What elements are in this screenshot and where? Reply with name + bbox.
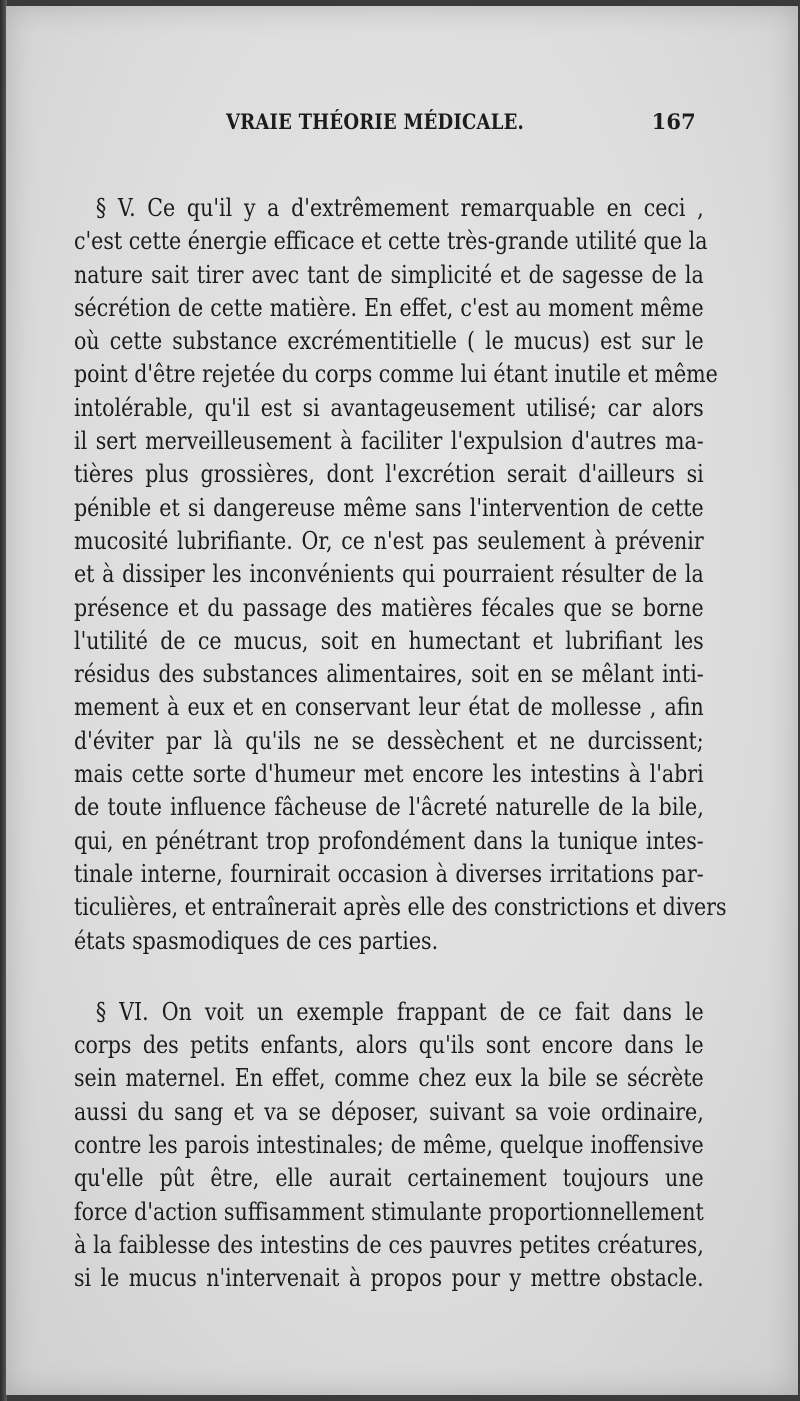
text-line: point d'être rejetée du corps comme lui étant inutile et même: [74, 359, 718, 389]
text-line: présence et du passage des matières fécales que se borne: [74, 592, 704, 622]
text-line: l'utilité de ce mucus, soit en humectant et lubrifiant les: [74, 625, 704, 655]
text-line: c'est cette énergie efficace et cette très-grande utilité que la: [74, 226, 708, 256]
text-line: corps des petits enfants, alors qu'ils sont encore dans le: [74, 1030, 704, 1060]
page-number: 167: [651, 109, 696, 134]
text-line: sécrétion de cette matière. En effet, c'est au moment même: [74, 292, 704, 322]
text-line: contre les parois intestinales; de même, quelque inoffensive: [74, 1130, 704, 1160]
text-line: tinale interne, fournirait occasion à diverses irritations par-: [74, 858, 704, 888]
text-line: sein maternel. En effet, comme chez eux la bile se sécrète: [74, 1063, 704, 1093]
running-head: [74, 109, 704, 149]
text-line: intolérable, qu'il est si avantageusement utilisé; car alors: [74, 392, 704, 422]
running-head-title: VRAIE THÉORIE MÉDICALE.: [226, 109, 525, 134]
paragraph-section-vi: [74, 995, 704, 1295]
book-page: [6, 6, 798, 1395]
text-line: résidus des substances alimentaires, soit en se mêlant inti-: [74, 659, 704, 689]
text-line: aussi du sang et va se déposer, suivant sa voie ordinaire,: [74, 1096, 704, 1126]
text-line: où cette substance excrémentitielle ( le mucus) est sur le: [74, 326, 704, 356]
text-line: tières plus grossières, dont l'excrétion serait d'ailleurs si: [74, 459, 704, 489]
text-line: qu'elle pût être, elle aurait certainement toujours une: [74, 1163, 704, 1193]
text-line: et à dissiper les inconvénients qui pourraient résulter de la: [74, 559, 704, 589]
text-line: il sert merveilleusement à faciliter l'expulsion d'autres ma-: [74, 426, 704, 456]
text-line: qui, en pénétrant trop profondément dans la tunique intes-: [74, 825, 704, 855]
text-block: [74, 109, 727, 1295]
text-line: d'éviter par là qu'ils ne se dessèchent et ne durcissent;: [74, 725, 704, 755]
text-line: pénible et si dangereuse même sans l'intervention de cette: [74, 492, 704, 522]
text-line: force d'action suffisamment stimulante proportionnellement: [74, 1196, 704, 1226]
text-line: § VI. On voit un exemple frappant de ce fait dans le: [95, 996, 704, 1026]
text-line: § V. Ce qu'il y a d'extrêmement remarquable en ceci ,: [95, 193, 704, 222]
text-line: à la faiblesse des intestins de ces pauvres petites créatures,: [74, 1229, 704, 1259]
text-line: mement à eux et en conservant leur état de mollesse , afin: [74, 692, 704, 722]
text-line: si le mucus n'intervenait à propos pour y mettre obstacle.: [74, 1263, 704, 1293]
text-line: de toute influence fâcheuse de l'âcreté naturelle de la bile,: [74, 792, 704, 822]
text-line: nature sait tirer avec tant de simplicité et de sagesse de la: [74, 259, 704, 289]
text-line: états spasmodiques de ces parties.: [74, 925, 439, 955]
text-line: mais cette sorte d'humeur met encore les intestins à l'abri: [74, 759, 704, 789]
text-line: mucosité lubrifiante. Or, ce n'est pas seulement à prévenir: [74, 525, 704, 555]
paragraph-section-v: [74, 191, 727, 957]
text-line: ticulières, et entraînerait après elle des constrictions et divers: [74, 892, 727, 922]
